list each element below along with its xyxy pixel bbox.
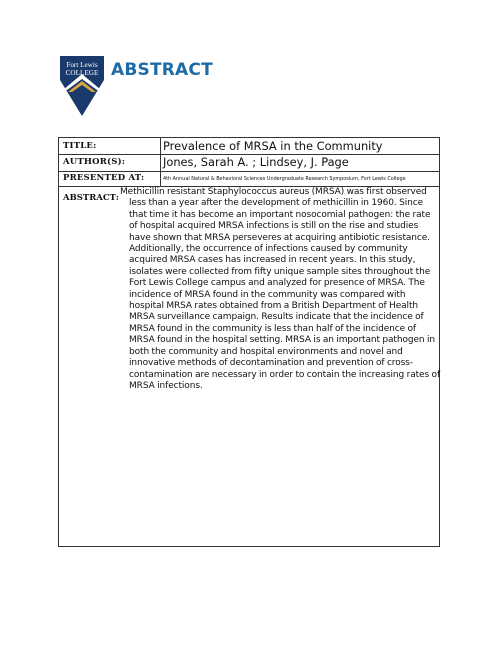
page-title: ABSTRACT bbox=[111, 60, 213, 80]
logo-line-2: COLLEGE bbox=[65, 69, 99, 77]
abstract-label: ABSTRACT: bbox=[63, 193, 119, 203]
title-row bbox=[59, 138, 439, 155]
abstract-body bbox=[120, 187, 440, 392]
title-value: Prevalence of MRSA in the Community bbox=[163, 139, 383, 153]
abstract-text: less than a year after the development of methicillin in 1960. Since that time it has become an important nosocomial pathogen: the rate of hospital acquired MRSA infections is still on the rise and studies have shown that MRSA perseveres at acquiring antibiotic resistance. Additionally, the occurrence of infections caused by community acquired MRSA cases has increased in recent years. In this study, isolates were collected from fifty unique sample sites throughout the Fort Lewis College campus and analyzed for presence of MRSA. The incidence of MRSA found in the community was compared with hospital MRSA rates obtained from a British Department of Health MRSA surveillance campaign. Results indicate that the incidence of MRSA found in the community is less than half of the incidence of MRSA found in the hospital setting. MRSA is an important pathogen in both the community and hospital environments and novel and innovative methods of decontamination and prevention of cross-contamination are necessary in order to contain the increasing rates of MRSA infections. bbox=[129, 198, 441, 391]
presented-value: 4th Annual Natural & Behavioral Sciences Undergraduate Research Symposium, Fort Lewis College bbox=[163, 176, 406, 182]
abstract-first-line: Methicillin resistant Staphylococcus aureus (MRSA) was first observed bbox=[120, 187, 427, 197]
authors-label: AUTHOR(S): bbox=[63, 157, 126, 167]
presented-label: PRESENTED AT: bbox=[63, 173, 145, 183]
authors-value: Jones, Sarah A. ; Lindsey, J. Page bbox=[163, 155, 349, 169]
presented-row bbox=[59, 171, 439, 187]
title-label: TITLE: bbox=[63, 141, 97, 151]
college-logo bbox=[60, 56, 104, 116]
abstract-form bbox=[58, 137, 440, 547]
authors-row bbox=[59, 154, 439, 172]
logo-line-1: Fort Lewis bbox=[66, 61, 98, 69]
